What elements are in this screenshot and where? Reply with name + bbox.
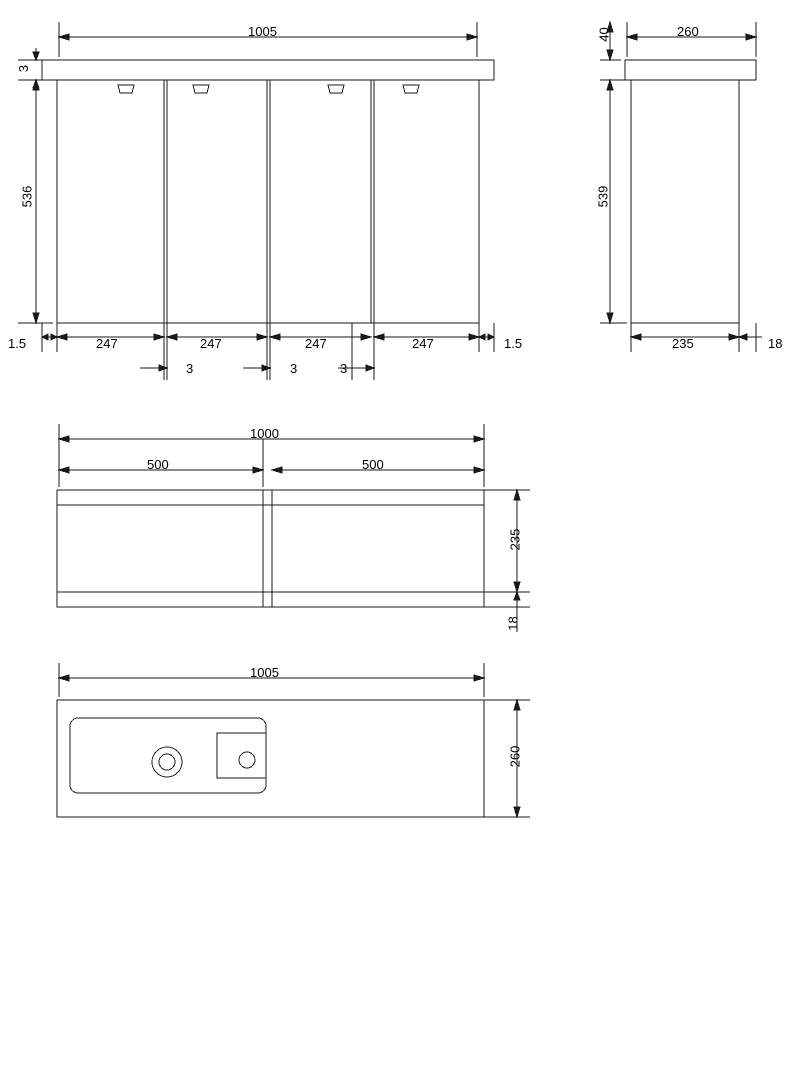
dim-side-depth: 260 bbox=[677, 24, 699, 39]
dim-plan-width: 1005 bbox=[250, 665, 279, 680]
dim-front-right-edge: 1.5 bbox=[504, 336, 523, 351]
dim-front-door-3: 247 bbox=[305, 336, 327, 351]
dim-mid-width: 1000 bbox=[250, 426, 279, 441]
dim-plan-depth: 260 bbox=[507, 745, 523, 768]
dim-mid-depth: 235 bbox=[507, 528, 523, 551]
dim-mid-half-right: 500 bbox=[362, 457, 384, 472]
dim-front-door-1: 247 bbox=[96, 336, 118, 351]
dim-front-width: 1005 bbox=[248, 24, 277, 39]
dim-front-height: 536 bbox=[19, 185, 35, 208]
dim-side-top-thickness: 40 bbox=[596, 27, 612, 42]
dim-side-height: 539 bbox=[595, 185, 611, 208]
dim-front-gap-2: 3 bbox=[290, 361, 298, 376]
dim-front-door-4: 247 bbox=[412, 336, 434, 351]
dim-front-top-thickness: 3 bbox=[16, 64, 32, 73]
dim-mid-panel: 18 bbox=[505, 616, 521, 631]
dim-front-door-2: 247 bbox=[200, 336, 222, 351]
dim-side-panel: 18 bbox=[768, 336, 783, 351]
dim-mid-half-left: 500 bbox=[147, 457, 169, 472]
dim-side-body-depth: 235 bbox=[672, 336, 694, 351]
dim-front-left-edge: 1.5 bbox=[8, 336, 27, 351]
dim-front-gap-3: 3 bbox=[340, 361, 348, 376]
dim-front-gap-1: 3 bbox=[186, 361, 194, 376]
